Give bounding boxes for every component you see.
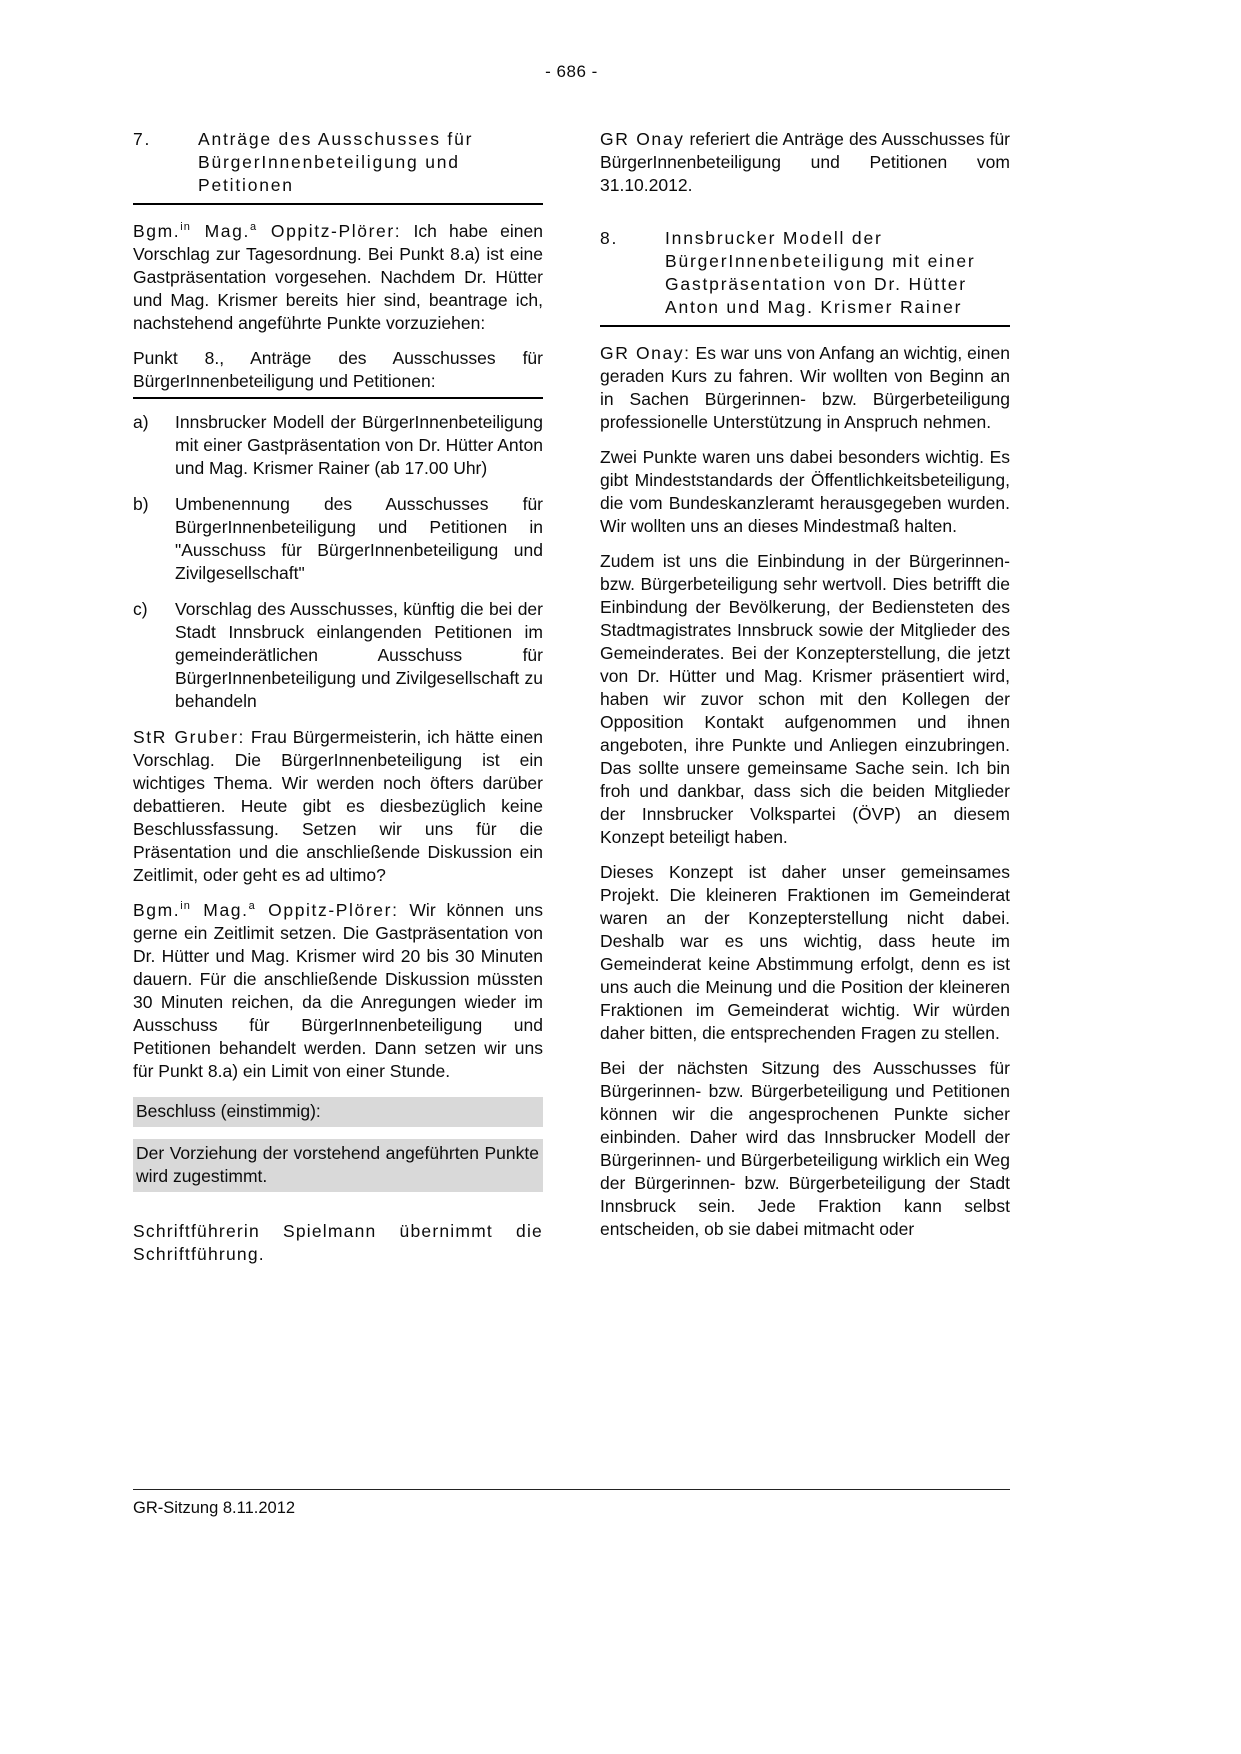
speech-paragraph-onay-4: Dieses Konzept ist daher unser gemeinsames Projekt. Die kleineren Fraktionen im Gemeinderat waren an der Konzepterstellung nicht dabei. Deshalb war es uns wichtig, dass heute im Gemeinderat keine Abstimmung erfolgt, denn es ist uns auch die Meinung und die Position der kleineren Fraktionen im Gemeinderat wichtig. Wir würden daher bitten, die entsprechenden Fragen zu stellen.: [600, 862, 1010, 1043]
left-column: [133, 128, 543, 1278]
text-columns: [133, 128, 1010, 1278]
speaker-name-bgm: Bgm.: [133, 221, 181, 241]
speech-text: referiert die Anträge des Ausschusses für BürgerInnenbeteiligung und Petitionen vom 31.10.2012.: [600, 129, 1011, 195]
agenda-item-7-heading: [133, 128, 543, 205]
speaker-name-mag: Mag.: [190, 900, 249, 920]
agenda-item-8-title: Innsbrucker Modell der BürgerInnenbeteiligung mit einer Gastpräsentation von Dr. Hütter Anton und Mag. Krismer Rainer: [665, 228, 976, 317]
agenda-item-7-number: 7.: [133, 129, 152, 149]
speaker-name-onay: GR Onay: [600, 129, 685, 149]
page-number: - 686 -: [545, 62, 598, 81]
speech-text: Wir können uns gerne ein Zeitlimit setzen. Die Gastpräsentation von Dr. Hütter und Mag. Krismer wird 20 bis 30 Minuten dauern. Für die anschließende Diskussion müssten 30 Minuten reichen, da die Anregungen wieder im Ausschuss für BürgerInnenbeteiligung und Petitionen behandelt werden. Dann setzen wir uns für Punkt 8.a) ein Limit von einer Stunde.: [133, 900, 544, 1081]
speech-paragraph-onay-5: Bei der nächsten Sitzung des Ausschusses für Bürgerinnen- bzw. Bürgerbeteiligung und Petitionen können wir die angesprochenen Punkte sicher einbinden. Daher wird das Innsbrucker Modell der Bürgerinnen- und Bürgerbeteiligung wirklich ein Weg der Bürgerinnen- bzw. Bürgerbeteiligung der Stadt Innsbruck sein. Jede Fraktion kann selbst entscheiden, ob sie dabei mitmacht oder: [600, 1058, 1010, 1239]
punkt-8-lead-paragraph: Punkt 8., Anträge des Ausschusses für BürgerInnenbeteiligung und Petitionen:: [133, 347, 543, 399]
speech-paragraph-buergermeisterin-1: [133, 220, 543, 335]
beschluss-text: Der Vorziehung der vorstehend angeführten Punkte wird zugestimmt.: [133, 1139, 543, 1192]
speech-text: Frau Bürgermeisterin, ich hätte einen Vorschlag. Die BürgerInnenbeteiligung ist ein wichtiges Thema. Wir werden noch öfters darüber debattieren. Heute gibt es diesbezüglich keine Beschlussfassung. Setzen wir uns für die Präsentation und die anschließende Diskussion ein Zeitlimit, oder geht es ad ultimo?: [133, 727, 543, 885]
speech-paragraph-gruber: [133, 726, 543, 887]
agenda-subitem-a: [133, 411, 543, 480]
agenda-item-8-number: 8.: [600, 228, 619, 248]
agenda-item-7-title: Anträge des Ausschusses für BürgerInnenbeteiligung und Petitionen: [198, 129, 474, 195]
page-footer: [133, 1489, 1010, 1518]
footer-text: GR-Sitzung 8.11.2012: [133, 1499, 296, 1517]
speech-paragraph-onay-2: Zwei Punkte waren uns dabei besonders wichtig. Es gibt Mindeststandards der Öffentlichkeitsbeteiligung, die vom Bundeskanzleramt herausgegeben wurden. Wir wollten uns an dieses Mindestmaß halten.: [600, 447, 1010, 536]
subitem-b-text: Umbenennung des Ausschusses für BürgerInnenbeteiligung und Petitionen in "Ausschuss für BürgerInnenbeteiligung und Zivilgesellschaft": [175, 494, 543, 583]
onay-referiert-paragraph: [600, 128, 1010, 197]
beschluss-label: Beschluss (einstimmig):: [133, 1097, 543, 1127]
speech-text: Ich habe einen Vorschlag zur Tagesordnung. Bei Punkt 8.a) ist eine Gastpräsentation vorgesehen. Nachdem Dr. Hütter und Mag. Krismer bereits hier sind, beantrage ich, nachstehend angeführte Punkte vorzuziehen:: [133, 221, 543, 333]
schriftfuehrung-note: Schriftführerin Spielmann übernimmt die Schriftführung.: [133, 1221, 543, 1264]
superscript-in: in: [180, 900, 191, 913]
speech-paragraph-onay-1: [600, 342, 1010, 434]
subitem-a-marker: a): [133, 412, 149, 432]
subitem-c-marker: c): [133, 599, 148, 619]
speech-paragraph-onay-3: Zudem ist uns die Einbindung in der Bürgerinnen- bzw. Bürgerbeteiligung sehr wertvoll. Dies betrifft die Einbindung der Bevölkerung, der Bediensteten des Stadtmagistrates Innsbruck sowie der Mitglieder des Gemeinderates. Bei der Konzepterstellung, die jetzt von Dr. Hütter und Mag. Krismer präsentiert wird, haben wir zuvor schon mit den Kollegen der Opposition Kontakt aufgenommen und ihnen angeboten, ihre Punkte und Anliegen einzubringen. Das sollte unsere gemeinsame Sache sein. Ich bin froh und dankbar, dass sich die beiden Mitglieder der Innsbrucker Volkspartei (ÖVP) an diesem Konzept beteiligt haben.: [600, 551, 1010, 847]
speaker-name-gruber: StR Gruber:: [133, 727, 246, 747]
subitem-a-text: Innsbrucker Modell der BürgerInnenbeteiligung mit einer Gastpräsentation von Dr. Hütter Anton und Mag. Krismer Rainer (ab 17.00 Uhr): [175, 412, 543, 478]
subitem-c-text: Vorschlag des Ausschusses, künftig die bei der Stadt Innsbruck einlangenden Petitionen im gemeinderätlichen Ausschuss für BürgerInnenbeteiligung und Zivilgesellschaft zu behandeln: [175, 599, 543, 711]
speech-paragraph-buergermeisterin-2: [133, 899, 543, 1083]
superscript-in: in: [180, 221, 191, 234]
superscript-a: a: [249, 221, 258, 234]
speaker-name-oppitz-ploerer: Oppitz-Plörer:: [255, 900, 399, 920]
speech-text: Es war uns von Anfang an wichtig, einen geraden Kurs zu fahren. Wir wollten von Beginn an in Sachen Bürgerinnen- bzw. Bürgerbeteiligung professionelle Unterstützung in Anspruch nehmen.: [600, 343, 1010, 432]
subitem-b-marker: b): [133, 494, 149, 514]
superscript-a: a: [248, 900, 256, 913]
right-column: [600, 128, 1010, 1278]
agenda-subitem-b: [133, 493, 543, 585]
speaker-name-oppitz-ploerer: Oppitz-Plörer:: [257, 221, 402, 241]
agenda-subitem-c: [133, 598, 543, 713]
speaker-name-bgm: Bgm.: [133, 900, 181, 920]
speaker-name-mag: Mag.: [190, 221, 250, 241]
speaker-name-onay: GR Onay:: [600, 343, 691, 363]
agenda-item-8-heading: [600, 227, 1010, 327]
